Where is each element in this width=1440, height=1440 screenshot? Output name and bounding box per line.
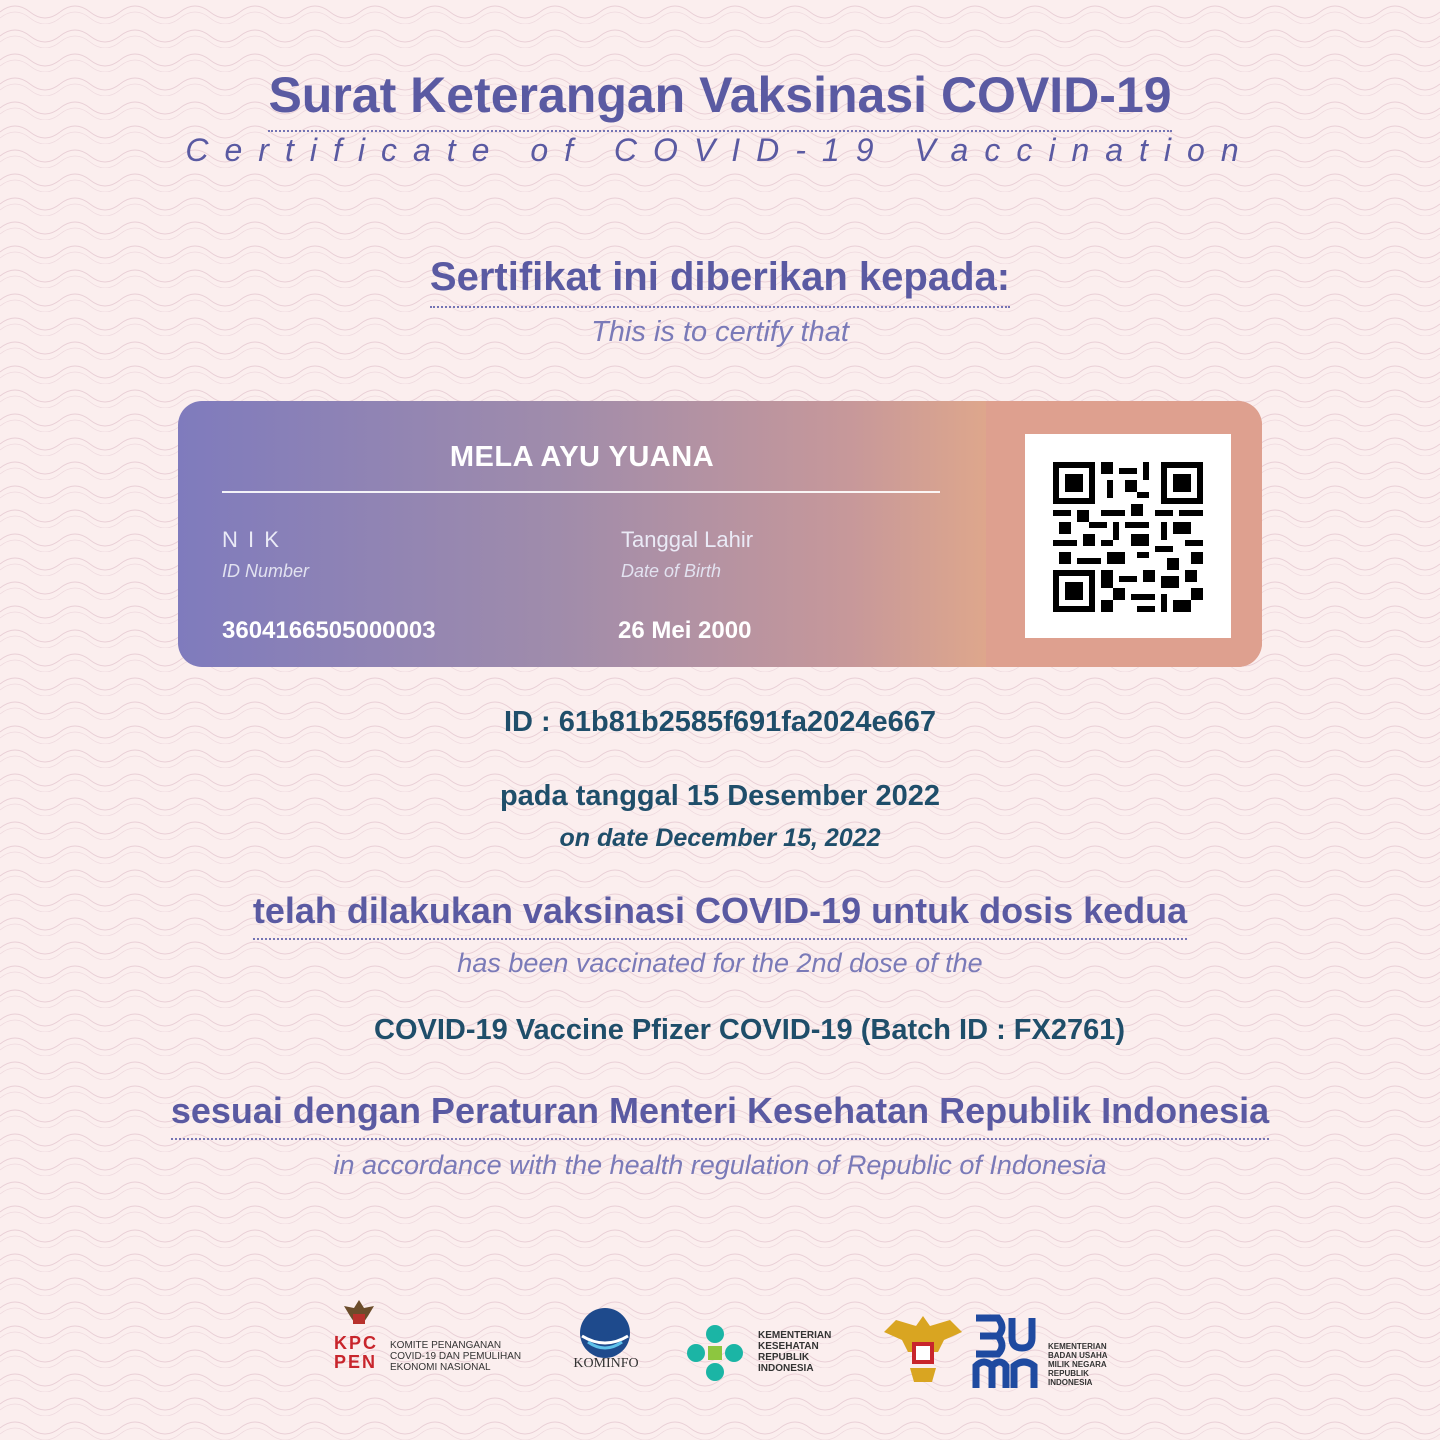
bumn-text: KEMENTERIAN BADAN USAHA MILIK NEGARA REPUBLIK INDONESIA (1048, 1342, 1108, 1387)
dob-sublabel: Date of Birth (621, 561, 722, 581)
vaccination-statement-id: telah dilakukan vaksinasi COVID-19 untuk dosis kedua (253, 890, 1187, 940)
recipient-heading (0, 255, 1440, 308)
garuda-pancasila-icon (880, 1312, 966, 1394)
vaccine-info: COVID-19 Vaccine Pfizer COVID-19 (Batch ID : FX2761) (374, 1014, 1126, 1046)
vaccination-date-id: pada tanggal 15 Desember 2022 (499, 780, 941, 812)
regulation-statement-en: in accordance with the health regulation of Republic of Indonesia (333, 1150, 1107, 1180)
title-indonesian: Surat Keterangan Vaksinasi COVID-19 (268, 66, 1171, 132)
kpcpen-letters: KPC PEN (334, 1333, 379, 1372)
kominfo-emblem-icon (572, 1306, 638, 1360)
nik-value: 3604166505000003 (222, 617, 436, 644)
dob-value: 26 Mei 2000 (618, 617, 752, 644)
recipient-heading-en: This is to certify that (591, 316, 849, 348)
certificate-title (0, 66, 1440, 132)
holder-name: MELA AYU YUANA (449, 441, 715, 473)
kemenkes-emblem-icon (684, 1322, 746, 1384)
kemenkes-text: KEMENTERIAN KESEHATAN REPUBLIK INDONESIA (758, 1330, 832, 1374)
logo-kemenkes (684, 1322, 844, 1392)
certificate-id: ID : 61b81b2585f691fa2024e667 (503, 706, 937, 738)
nik-label: N I K (222, 527, 281, 552)
holder-card (178, 401, 1262, 667)
logo-kpcpen (334, 1296, 534, 1376)
title-english: Certificate of COVID-19 Vaccination (185, 132, 1255, 168)
dob-label: Tanggal Lahir (621, 527, 754, 552)
vaccination-date-en: on date December 15, 2022 (559, 824, 881, 852)
kominfo-text: KOMINFO (573, 1356, 639, 1371)
vaccination-statement (0, 890, 1440, 940)
name-divider (222, 491, 940, 493)
qr-code-icon (1053, 462, 1203, 612)
regulation-statement-id: sesuai dengan Peraturan Menteri Kesehatan Republik Indonesia (171, 1090, 1269, 1140)
bumn-emblem-icon (972, 1314, 1044, 1392)
qr-code[interactable] (1025, 434, 1231, 638)
logo-kominfo (566, 1306, 646, 1372)
recipient-heading-id: Sertifikat ini diberikan kepada: (430, 255, 1010, 308)
kpcpen-text: KOMITE PENANGANAN COVID-19 DAN PEMULIHAN EKONOMI NASIONAL (390, 1340, 522, 1373)
nik-sublabel: ID Number (222, 561, 310, 581)
logo-bumn (972, 1314, 1112, 1394)
vaccination-statement-en: has been vaccinated for the 2nd dose of the (457, 948, 983, 978)
regulation-statement (0, 1090, 1440, 1140)
logo-garuda (880, 1312, 966, 1394)
